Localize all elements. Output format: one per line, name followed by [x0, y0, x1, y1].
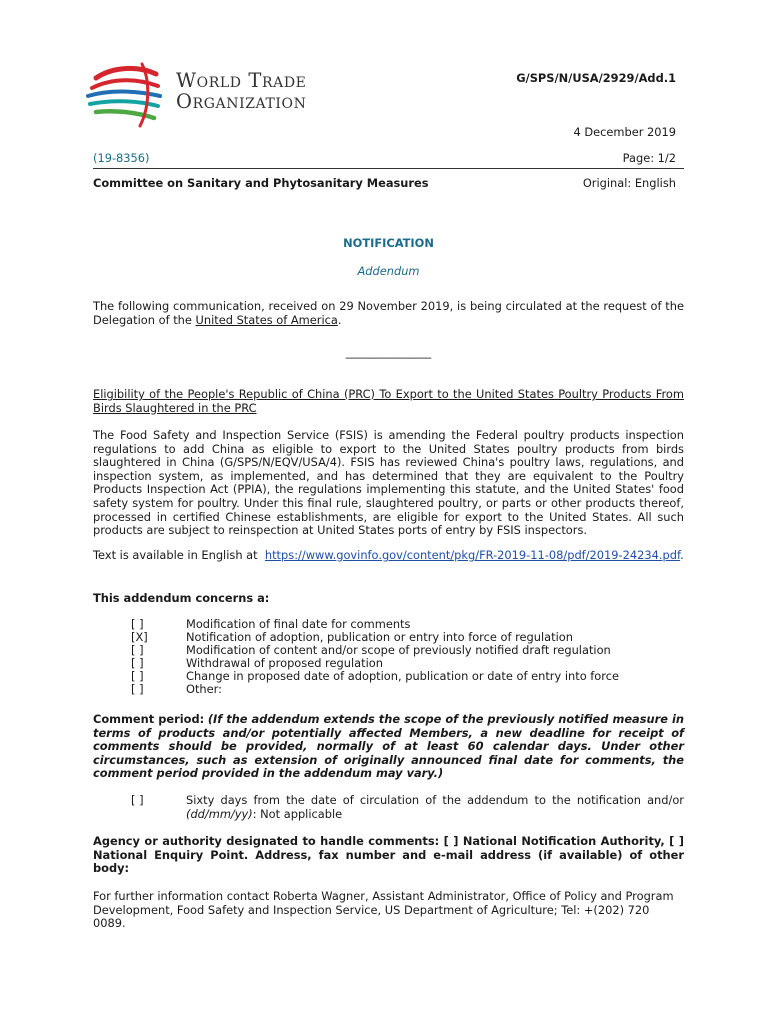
- concern-label-6: Other:: [186, 682, 222, 696]
- document-symbol: G/SPS/N/USA/2929/Add.1: [516, 71, 676, 85]
- comment-option-value: : Not applicable: [252, 806, 343, 821]
- concern-label-5: Change in proposed date of adoption, publication or date of entry into force: [186, 669, 619, 683]
- concern-label-2: Notification of adoption, publication or entry into force of regulation: [186, 630, 573, 644]
- comment-period-label: Comment period:: [93, 712, 205, 726]
- org-name-line2: Organization: [176, 90, 307, 113]
- comment-option-check[interactable]: [ ]: [131, 793, 144, 807]
- concern-check-1[interactable]: [ ]: [131, 617, 144, 631]
- intro-paragraph: [93, 300, 684, 327]
- comment-option-date: (dd/mm/yy): [186, 806, 253, 821]
- measure-heading: Eligibility of the People's Republic of China (PRC) To Export to the United States Poultry Products From Birds Slaughtered in the PRC: [93, 387, 684, 415]
- committee-name: Committee on Sanitary and Phytosanitary Measures: [93, 176, 429, 190]
- wto-wordmark: [176, 70, 306, 112]
- comment-option-text: Sixty days from the date of circulation of the addendum to the notification and/or: [186, 793, 684, 807]
- concern-label-4: Withdrawal of proposed regulation: [186, 656, 383, 670]
- wto-logo: [84, 60, 334, 132]
- intro-end: .: [337, 312, 342, 327]
- page-indicator: Page: 1/2: [622, 151, 676, 165]
- intro-text: The following communication, received on 29 November 2019, is being circulated at the request of the Delegation of the: [93, 299, 684, 327]
- concern-check-6[interactable]: [ ]: [131, 682, 144, 696]
- measure-description: The Food Safety and Inspection Service (FSIS) is amending the Federal poultry products inspection regulations to add China as eligible to export to the United States poultry products from birds slaughtered in China (G/SPS/N/EQV/USA/4). FSIS has reviewed China's poultry laws, regulations, and inspection system, as implemented, and has determined that they are equivalent to the Poultry Products Inspection Act (PPIA), the regulations implementing this statute, and the United States' food safety system for poultry. Under this final rule, slaughtered poultry, or parts or other products thereof, processed in certified Chinese establishments, are eligible for export to the United States. All such products are subject to reinspection at United States ports of entry by FSIS inspectors.: [93, 428, 684, 538]
- original-language: Original: English: [582, 176, 676, 190]
- document-number: (19-8356): [93, 151, 150, 165]
- wto-emblem-icon: [84, 60, 174, 132]
- notification-subtitle: Addendum: [357, 264, 420, 278]
- concern-check-2[interactable]: [X]: [131, 630, 148, 644]
- concern-check-3[interactable]: [ ]: [131, 643, 144, 657]
- link-suffix: .: [680, 548, 684, 562]
- concern-label-1: Modification of final date for comments: [186, 617, 411, 631]
- header-divider: [93, 168, 684, 169]
- concern-check-4[interactable]: [ ]: [131, 656, 144, 670]
- intro-country: United States of America: [195, 312, 338, 327]
- comment-period: [93, 713, 684, 781]
- document-date: 4 December 2019: [573, 125, 676, 139]
- comment-option: [186, 794, 684, 821]
- regulation-link[interactable]: https://www.govinfo.gov/content/pkg/FR-2019-11-08/pdf/2019-24234.pdf: [264, 548, 681, 562]
- comment-period-text: (If the addendum extends the scope of the previously notified measure in terms of products and/or potentially affected Members, a new deadline for receipt of comments should be provided, normally of at least 60 calendar days. Under other circumstances, such as extension of originally announced final date for comments, the comment period provided in the addendum may vary.): [93, 712, 684, 781]
- concerns-title: This addendum concerns a:: [93, 591, 270, 605]
- org-name-line1: World Trade: [176, 69, 307, 92]
- concern-check-5[interactable]: [ ]: [131, 669, 144, 683]
- notification-title: NOTIFICATION: [343, 236, 434, 250]
- text-available: [93, 549, 684, 563]
- section-divider: _______________: [345, 345, 432, 359]
- text-available-label: Text is available in English at: [93, 548, 258, 562]
- agency-authority: Agency or authority designated to handle comments: [ ] National Notification Authority, [ ] National Enquiry Point. Address, fax number and e-mail address (if available) of other body:: [93, 834, 684, 876]
- contact-info: For further information contact Roberta Wagner, Assistant Administrator, Office of Policy and Program Development, Food Safety and Inspection Service, US Department of Agriculture; Tel: +(202) 720 0089.: [93, 889, 674, 931]
- concern-label-3: Modification of content and/or scope of previously notified draft regulation: [186, 643, 611, 657]
